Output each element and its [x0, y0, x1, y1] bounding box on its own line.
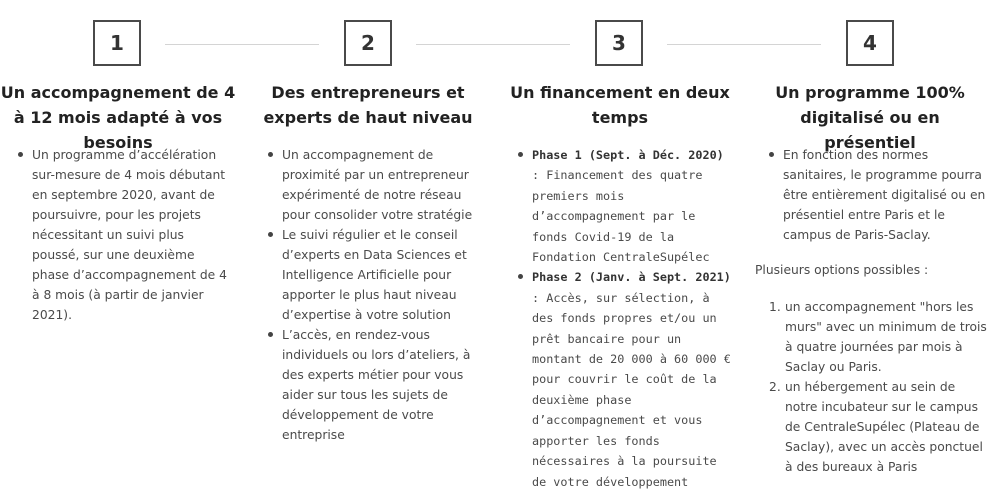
- list-item: Phase 2 (Janv. à Sept. 2021) : Accès, sur sélection, à des fonds propres et/ou un prêt bancaire pour un montant de 20 000 à 60 000 € pour couvrir le coût de la deuxième phase d’accompagnement et vous apporter les fonds nécessaires à la poursuite de votre développement: [518, 267, 736, 491]
- list-item: Phase 1 (Sept. à Déc. 2020) : Financement des quatre premiers mois d’accompagnement par le fonds Covid-19 de la Fondation CentraleSupélec: [518, 145, 736, 267]
- phase-text: Accès, sur sélection, à des fonds propres et/ou un prêt bancaire pour un montant de 20 000 à 60 000 € pour couvrir le coût de la deuxième phase d’accompagnement et vous apporter les fonds nécessaires à la poursuite de votre développement: [532, 290, 731, 489]
- step-connector: [667, 44, 821, 45]
- step-connector: [416, 44, 570, 45]
- step-bullets: [769, 145, 987, 245]
- list-item: Le suivi régulier et le conseil d’experts en Data Sciences et Intelligence Artificielle pour apporter le plus haut niveau d’expertise à votre solution: [268, 225, 485, 325]
- step-number-box: 1: [93, 20, 141, 66]
- option-text: un hébergement au sein de notre incubateur sur le campus de CentraleSupélec (Plateau de Saclay), avec un accès ponctuel à des bureaux à Paris: [785, 380, 983, 474]
- list-item: Un programme d’accélération sur-mesure de 4 mois débutant en septembre 2020, avant de poursuivre, pour les projets nécessitant un suivi plus poussé, sur une deuxième phase d’accompagnement de 4 à 8 mois (à partir de janvier 2021).: [18, 145, 233, 325]
- step-bullets: [268, 145, 485, 445]
- step-title: Un accompagnement de 4 à 12 mois adapté à vos besoins: [0, 83, 236, 152]
- list-item: Un accompagnement de proximité par un entrepreneur expérimenté de notre réseau pour consolider votre stratégie: [268, 145, 485, 225]
- step-title: Un programme 100% digitalisé ou en présentiel: [775, 83, 965, 152]
- step-connector: [165, 44, 319, 45]
- step-title: Des entrepreneurs et experts de haut niveau: [263, 83, 473, 127]
- list-item: L’accès, en rendez-vous individuels ou lors d’ateliers, à des experts métier pour vous aider sur tous les sujets de développement de votre entreprise: [268, 325, 485, 445]
- phase-dates: (Janv. à Sept. 2021): [588, 270, 731, 285]
- list-item: [769, 377, 987, 477]
- options-list: [769, 297, 987, 477]
- step-bullets: [18, 145, 233, 325]
- step-number-box: 4: [846, 20, 894, 66]
- options-intro: Plusieurs options possibles :: [755, 263, 929, 277]
- option-text: un accompagnement "hors les murs" avec un minimum de trois à quatre journées par mois à Saclay ou Paris.: [785, 300, 987, 374]
- step-number-box: 2: [344, 20, 392, 66]
- phase-text: Financement des quatre premiers mois d’accompagnement par le fonds Covid-19 de la Fondation CentraleSupélec: [532, 168, 710, 265]
- step-number-box: 3: [595, 20, 643, 66]
- list-item: En fonction des normes sanitaires, le programme pourra être entièrement digitalisé ou en présentiel entre Paris et le campus de Paris-Saclay.: [769, 145, 987, 245]
- phase-label: Phase 2: [532, 270, 582, 285]
- list-item: [769, 297, 987, 377]
- step-title: Un financement en deux temps: [510, 83, 730, 127]
- phase-label: Phase 1: [532, 148, 582, 162]
- option-number: 1.: [769, 300, 781, 314]
- step-phases: [518, 145, 736, 492]
- phase-dates: (Sept. à Déc. 2020): [588, 148, 724, 162]
- option-number: 2.: [769, 380, 781, 394]
